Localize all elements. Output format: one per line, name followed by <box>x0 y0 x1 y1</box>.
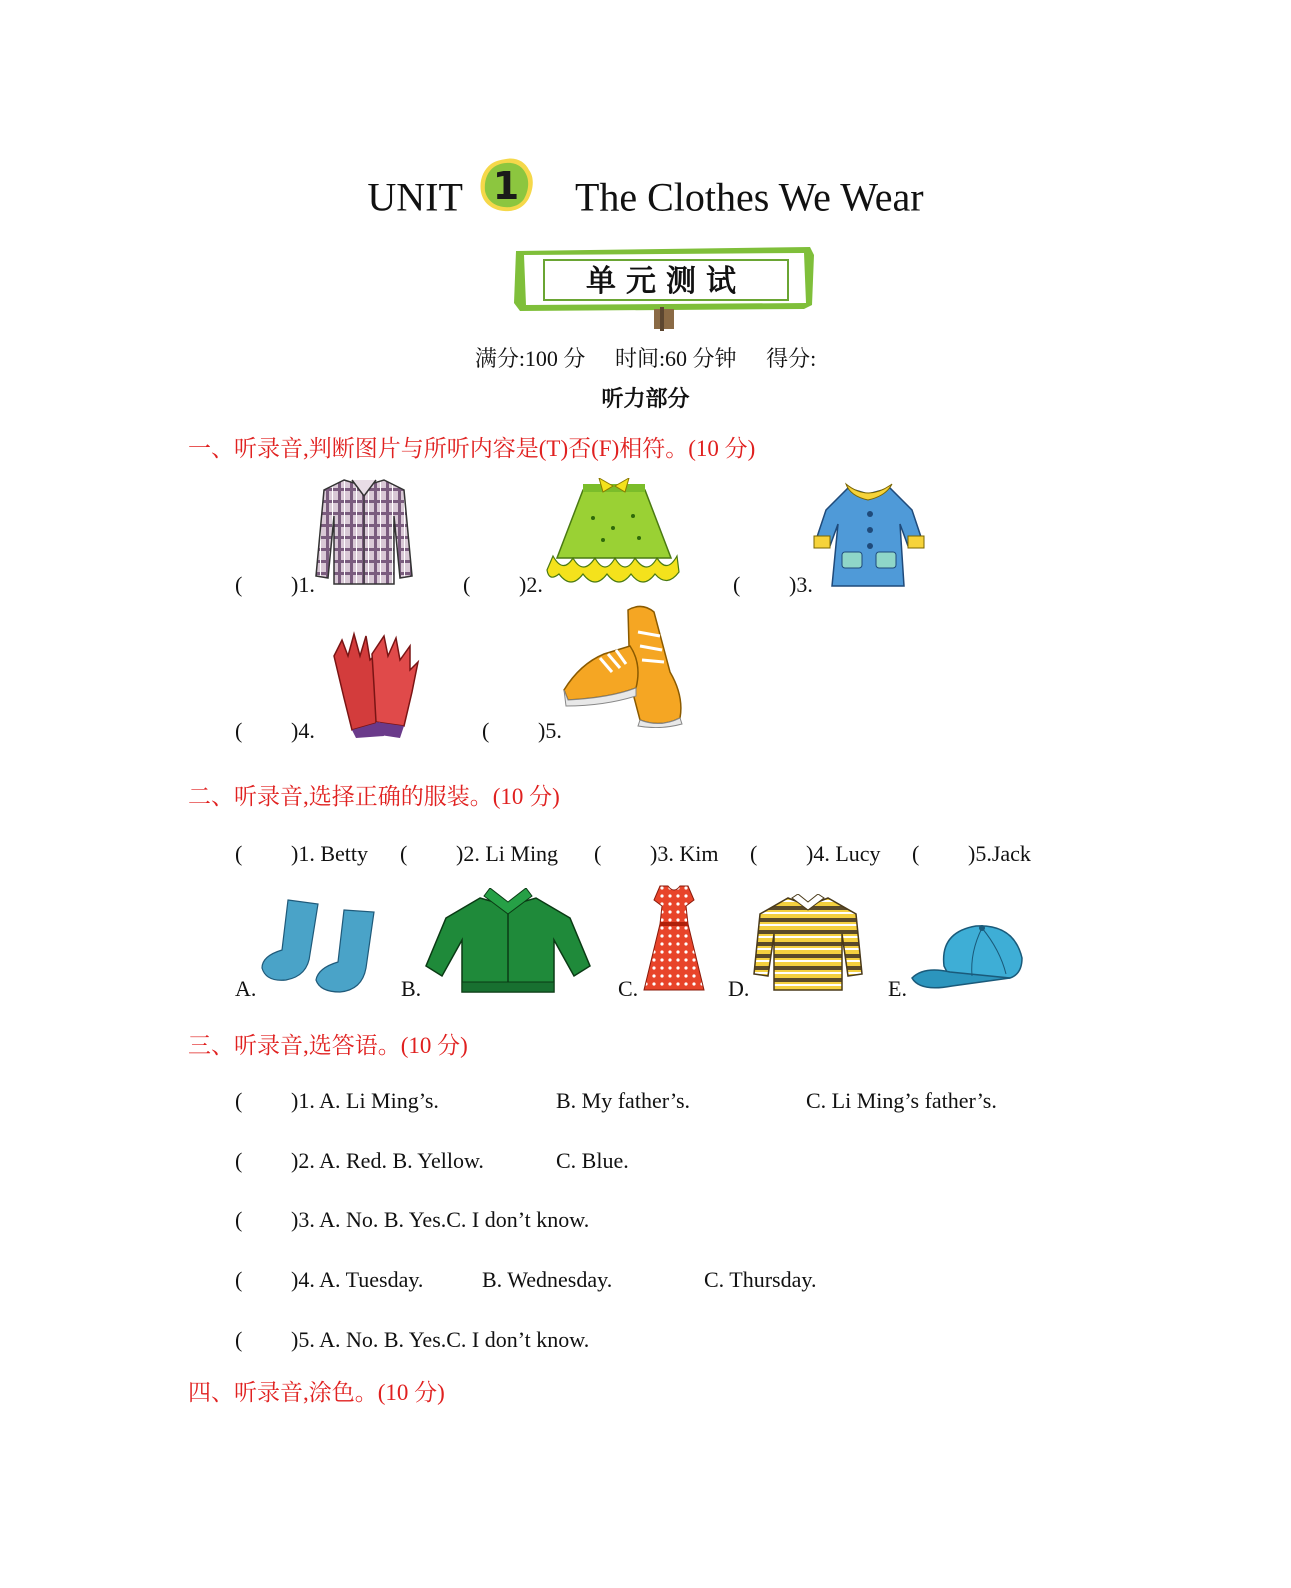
gloves-icon <box>334 634 418 738</box>
dress-icon <box>644 886 704 990</box>
sweater-icon <box>754 894 862 990</box>
s2-item-3[interactable]: ( )3. Kim <box>594 841 719 866</box>
s3-item-2-option-c: C. Blue. <box>556 1148 629 1173</box>
s3-item-5[interactable]: ( )5. A. No. B. Yes.C. I don’t know. <box>235 1327 590 1352</box>
s1-item-5[interactable]: ( )5. <box>482 718 562 743</box>
unit-number-badge <box>477 156 535 214</box>
unit-title: The Clothes We Wear <box>574 174 924 220</box>
option-b-letter: B. <box>401 976 422 1001</box>
option-a-letter: A. <box>235 976 257 1001</box>
page-title <box>0 164 1291 226</box>
s2-item-1[interactable]: ( )1. Betty <box>235 841 368 866</box>
sneakers-icon <box>564 606 682 727</box>
unit-word: UNIT <box>367 174 463 220</box>
section4-heading: 四、听录音,涂色。(10 分) <box>188 1380 445 1405</box>
section3-heading: 三、听录音,选答语。(10 分) <box>188 1033 468 1058</box>
option-e-letter: E. <box>888 976 907 1001</box>
s2-item-5[interactable]: ( )5.Jack <box>912 841 1031 866</box>
jacket-icon <box>426 888 590 992</box>
test-banner <box>514 243 816 335</box>
s3-item-4-option-c: C. Thursday. <box>704 1267 817 1292</box>
s3-item-1[interactable]: ( )1. A. Li Ming’s. <box>235 1088 439 1113</box>
s1-item-2[interactable]: ( )2. <box>463 572 543 597</box>
s1-item-4[interactable]: ( )4. <box>235 718 315 743</box>
s1-item-1[interactable]: ( )1. <box>235 572 315 597</box>
s2-item-2[interactable]: ( )2. Li Ming <box>400 841 559 866</box>
s3-item-2[interactable]: ( )2. A. Red. B. Yellow. <box>235 1148 484 1173</box>
section2-heading: 二、听录音,选择正确的服装。(10 分) <box>188 784 560 809</box>
score-field: 得分: <box>766 346 817 371</box>
banner-text: 单元测试 <box>586 264 746 299</box>
s3-item-1-option-b: B. My father’s. <box>556 1088 691 1113</box>
s3-item-4-option-b: B. Wednesday. <box>482 1267 613 1292</box>
unit-number: 1 <box>492 164 520 208</box>
coat-icon <box>814 484 924 586</box>
s3-item-3[interactable]: ( )3. A. No. B. Yes.C. I don’t know. <box>235 1207 590 1232</box>
socks-icon <box>262 900 374 992</box>
time-limit: 时间:60 分钟 <box>614 346 737 371</box>
full-score: 满分:100 分 <box>474 346 586 371</box>
score-info <box>0 342 1291 373</box>
cap-icon <box>912 925 1022 988</box>
shirt-icon <box>314 476 414 588</box>
s3-item-4[interactable]: ( )4. A. Tuesday. <box>235 1267 424 1292</box>
listening-subtitle: 听力部分 <box>601 387 690 412</box>
s2-item-4[interactable]: ( )4. Lucy <box>750 841 881 866</box>
option-d-letter: D. <box>728 976 750 1001</box>
option-c-letter: C. <box>618 976 639 1001</box>
s1-item-3[interactable]: ( )3. <box>733 572 813 597</box>
section1-heading: 一、听录音,判断图片与所听内容是(T)否(F)相符。(10 分) <box>188 436 756 461</box>
skirt-icon <box>543 478 685 590</box>
s3-item-1-option-c: C. Li Ming’s father’s. <box>806 1088 997 1113</box>
